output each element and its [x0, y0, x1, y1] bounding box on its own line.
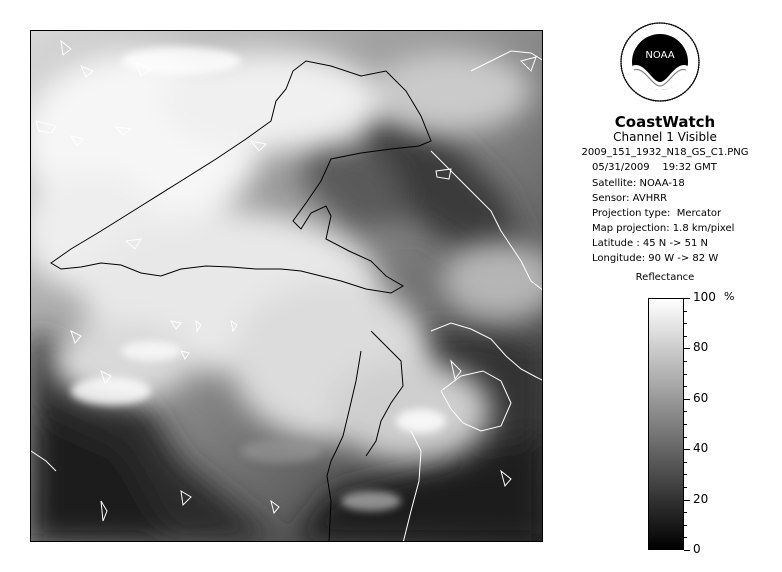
time-text: 19:32 GMT [662, 162, 717, 173]
colorbar-tick-label: 100 [693, 290, 716, 304]
colorbar-tick-mark [684, 449, 690, 450]
colorbar [648, 298, 684, 550]
colorbar-tick-mark [684, 298, 690, 299]
colorbar-tick-label: 20 [693, 491, 709, 506]
map-projection-label: Map projection: 1.8 km/pixel [592, 223, 735, 234]
colorbar-tick-label: 60 [693, 390, 709, 405]
date-text: 05/31/2009 [592, 162, 650, 173]
colorbar-minor-tick [684, 336, 687, 337]
colorbar-minor-tick [684, 323, 687, 324]
sensor-label: Sensor: AVHRR [592, 193, 668, 204]
colorbar-minor-tick [684, 437, 687, 438]
latitude-label: Latitude : 45 N -> 51 N [592, 238, 708, 249]
projection-type-label: Projection type: Mercator [592, 208, 722, 219]
colorbar-minor-tick [684, 424, 687, 425]
colorbar-minor-tick [684, 462, 687, 463]
noaa-logo-text: NOAA [645, 50, 675, 61]
colorbar-title: Reflectance [635, 272, 695, 283]
channel-label: Channel 1 Visible [613, 130, 717, 144]
colorbar-minor-tick [684, 512, 687, 513]
colorbar-minor-tick [684, 525, 687, 526]
satellite-image [30, 30, 543, 542]
noaa-seal-icon [620, 22, 700, 102]
colorbar-tick-label: 80 [693, 340, 709, 355]
colorbar-minor-tick [684, 537, 687, 538]
colorbar-minor-tick [684, 311, 687, 312]
colorbar-minor-tick [684, 487, 687, 488]
longitude-label: Longitude: 90 W -> 82 W [592, 253, 719, 264]
colorbar-minor-tick [684, 474, 687, 475]
colorbar-tick-mark [684, 500, 690, 501]
colorbar-tick-mark [684, 348, 690, 349]
colorbar-minor-tick [684, 374, 687, 375]
noaa-logo [620, 22, 700, 102]
colorbar-tick-label: 40 [693, 441, 709, 456]
colorbar-unit: % [724, 290, 735, 303]
colorbar-tick-mark [684, 399, 690, 400]
colorbar-minor-tick [684, 361, 687, 362]
colorbar-tick-label: 0 [693, 542, 701, 556]
colorbar-tick-mark [684, 550, 690, 551]
satellite-image-canvas [31, 31, 543, 542]
colorbar-minor-tick [684, 386, 687, 387]
product-title: CoastWatch [614, 113, 716, 131]
colorbar-minor-tick [684, 411, 687, 412]
filename-label: 2009_151_1932_N18_GS_C1.PNG [581, 147, 749, 158]
satellite-label: Satellite: NOAA-18 [592, 178, 685, 189]
datetime-line [592, 162, 717, 173]
